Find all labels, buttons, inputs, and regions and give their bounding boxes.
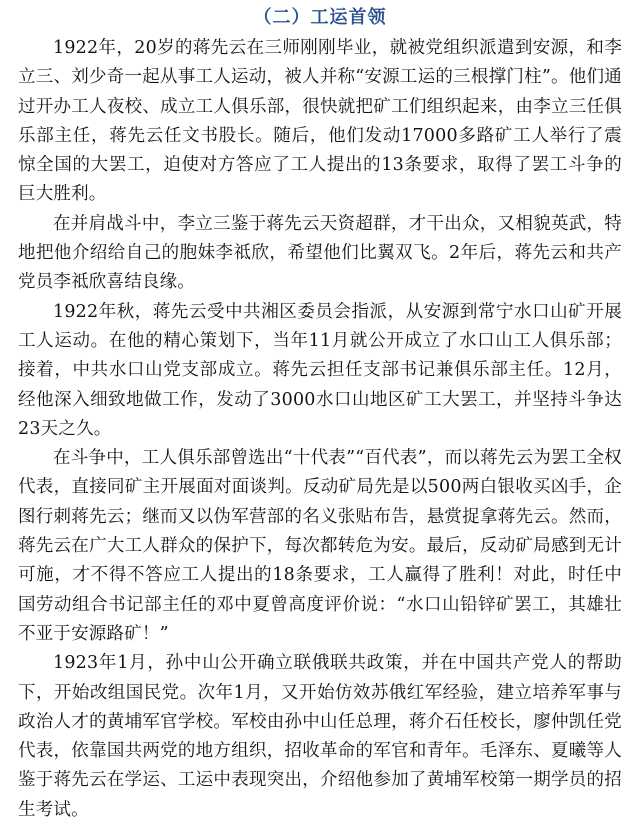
paragraph-anyuan-strike: 1922年，20岁的蒋先云在三师刚刚毕业，就被党组织派遣到安源，和李立三、刘少奇一起从事工人运动，被人并称“安源工运的三根撑门柱”。他们通过开办工人夜校、成立工人俱乐部，很快就把矿工们组织起来，由李立三任俱乐部主任，蒋先云任文书股长。随后，他们发动17000多路矿工人举行了震惊全国的大罢工，迫使对方答应了工人提出的13条要求，取得了罢工斗争的巨大胜利。 — [18, 38, 622, 205]
paragraph-marriage: 在并肩战斗中，李立三鉴于蒋先云天资超群，才干出众，又相貌英武，特地把他介绍给自己的胞妹李祗欣，希望他们比翼双飞。2年后，蒋先云和共产党员李祗欣喜结良缘。 — [18, 213, 622, 293]
section-title: （二）工运首领 — [253, 7, 387, 28]
paragraph-shuikoushan-movement: 1922年秋，蒋先云受中共湘区委员会指派，从安源到常宁水口山矿开展工人运动。在他的精心策划下，当年11月就公开成立了水口山工人俱乐部；接着，中共水口山党支部成立。蒋先云担任支部书记兼俱乐部主任。12月，经他深入细致地做工作，发动了3000水口山地区矿工大罢工，并坚持斗争达23天之久。 — [18, 301, 622, 439]
paragraph-strike-negotiation: 在斗争中，工人俱乐部曾选出“十代表”“百代表”，而以蒋先云为罢工全权代表，直接同矿主开展面对面谈判。反动矿局先是以500两白银收买凶手，企图行刺蒋先云；继而又以伪军营部的名义张贴布告，悬赏捉拿蒋先云。然而，蒋先云在广大工人群众的保护下，每次都转危为安。最后，反动矿局感到无计可施，才不得不答应工人提出的18条要求，工人赢得了胜利！对此，时任中国劳动组合书记部主任的邓中夏曾高度评价说：“水口山铅锌矿罢工，其雄壮不亚于安源路矿！” — [18, 448, 622, 644]
paragraph-whampoa-academy: 1923年1月，孙中山公开确立联俄联共政策，并在中国共产党人的帮助下，开始改组国民党。次年1月，又开始仿效苏俄红军经验，建立培养军事与政治人才的黄埔军官学校。军校由孙中山任总理，蒋介石任校长，廖仲凯任党代表，依靠国共两党的地方组织，招收革命的军官和青年。毛泽东、夏曦等人鉴于蒋先云在学运、工运中表现突出，介绍他参加了黄埔军校第一期学员的招生考试。 — [18, 653, 622, 820]
